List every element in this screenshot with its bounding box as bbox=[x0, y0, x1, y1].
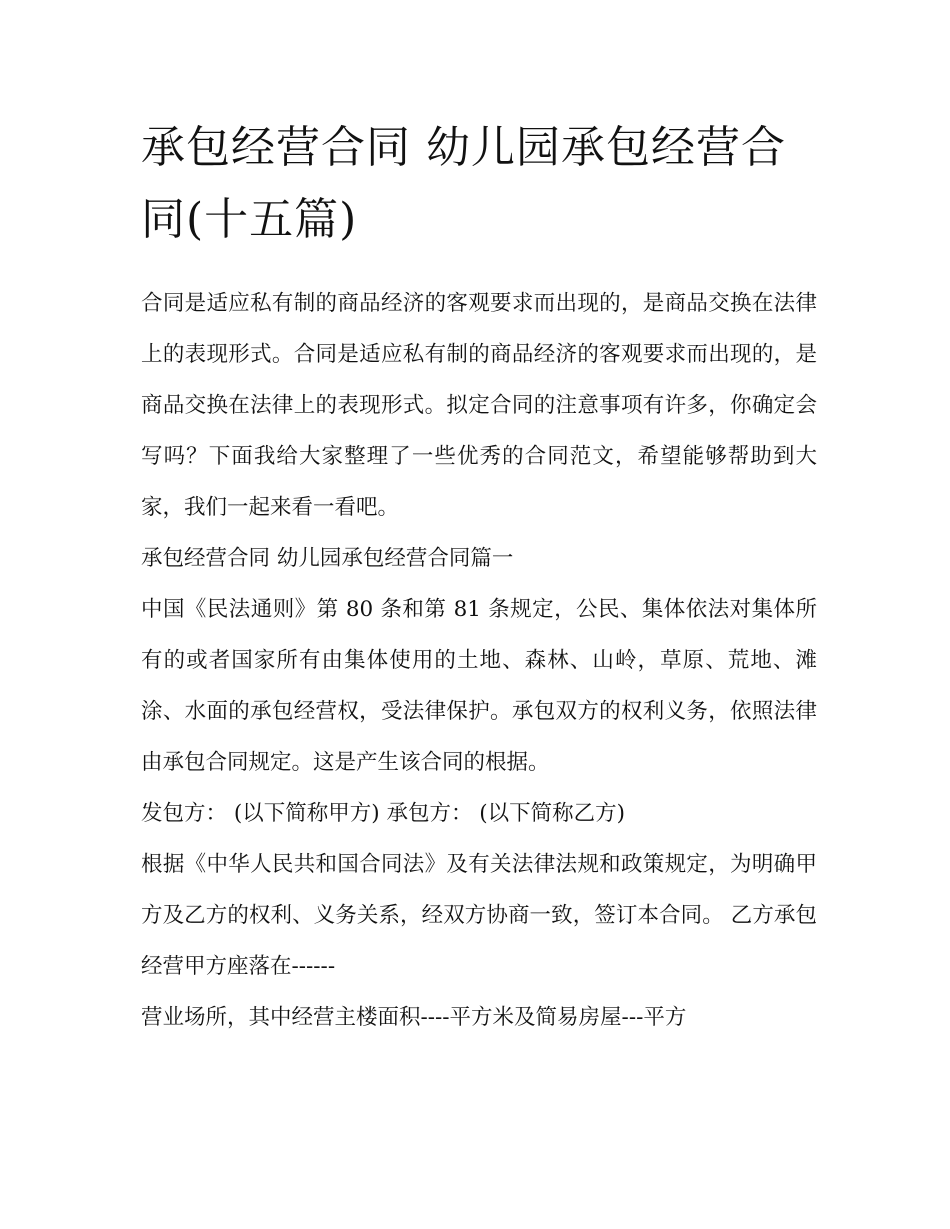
document-title: 承包经营合同 幼儿园承包经营合同(十五篇) bbox=[141, 122, 786, 245]
parties-line: 发包方： (以下简称甲方) 承包方： (以下简称乙方) bbox=[141, 801, 626, 826]
agreement-paragraph: 根据《中华人民共和国合同法》及有关法律法规和政策规定，为明确甲方及乙方的权利、义务关系，经双方协商一致，签订本合同。 乙方承包经营甲方座落在------ bbox=[141, 852, 817, 979]
document-body bbox=[141, 278, 817, 1043]
document-page bbox=[141, 112, 817, 1043]
section-heading: 承包经营合同 幼儿园承包经营合同篇一 bbox=[141, 546, 514, 571]
intro-paragraph: 合同是适应私有制的商品经济的客观要求而出现的，是商品交换在法律上的表现形式。合同是适应私有制的商品经济的客观要求而出现的，是商品交换在法律上的表现形式。拟定合同的注意事项有许多，你确定会写吗？下面我给大家整理了一些优秀的合同范文，希望能够帮助到大家，我们一起来看一看吧。 bbox=[141, 291, 817, 520]
premises-paragraph: 营业场所，其中经营主楼面积----平方米及简易房屋---平方 bbox=[141, 1005, 687, 1030]
legal-basis-paragraph: 中国《民法通则》第 80 条和第 81 条规定，公民、集体依法对集体所有的或者国家所有由集体使用的土地、森林、山岭，草原、荒地、滩涂、水面的承包经营权，受法律保护。承包双方的权利义务，依照法律由承包合同规定。这是产生该合同的根据。 bbox=[141, 597, 817, 775]
